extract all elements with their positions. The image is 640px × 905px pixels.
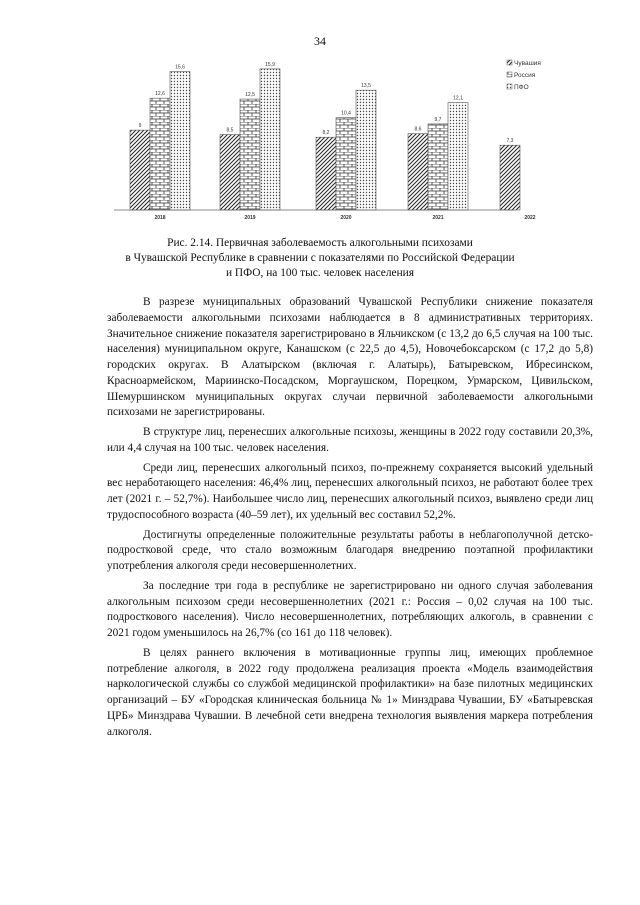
paragraph-5: За последние три года в республике не зарегистрировано ни одного случая заболевания алкогольным психозом среди несовершеннолетних (2021 г.: Россия – 0,02 случая на 100 тыс. подросткового населения). Число несовершеннолетних, потребляющих алкоголь, в сравнении с 2021 годом уменьшилось на 26,7% (со 161 до 118 человек). (107, 579, 593, 639)
bar-ПФО-2021 (448, 103, 468, 210)
value-label-ПФО-2018: 15,6 (175, 64, 185, 71)
x-tick-2020: 2020 (340, 215, 352, 221)
chart-legend (507, 60, 541, 91)
legend-label-Чувашия: Чувашия (514, 60, 541, 67)
value-label-Чувашия-2019: 8,5 (226, 127, 234, 134)
legend-swatch-Чувашия (507, 60, 512, 65)
value-label-Россия-2021: 9,7 (434, 116, 442, 123)
bar-ПФО-2018 (170, 72, 190, 210)
value-label-ПФО-2021: 12,1 (453, 95, 463, 102)
value-label-Чувашия-2022: 7,3 (506, 138, 514, 145)
paragraph-4: Достигнуты определенные положительные результаты работы в неблагополучной детско-подростковой среде, что стало возможным благодаря внедрению поэтапной профилактики употребления алкоголя среди несовершеннолетних. (107, 528, 593, 572)
incidence-bar-chart (110, 56, 550, 228)
bar-Россия-2018 (150, 98, 170, 210)
legend-label-Россия: Россия (514, 72, 536, 79)
page-number: 34 (314, 34, 326, 48)
bar-Россия-2020 (336, 118, 356, 210)
bar-Чувашия-2022 (500, 145, 520, 210)
caption-line-1: Рис. 2.14. Первичная заболеваемость алкогольными психозами (167, 237, 473, 249)
value-label-Чувашия-2018: 9 (138, 123, 142, 130)
value-label-ПФО-2019: 15,9 (265, 61, 275, 68)
bar-ПФО-2019 (260, 69, 280, 210)
paragraph-3: Среди лиц, перенесших алкогольный психоз, по-прежнему сохраняется высокий удельный вес неработающего населения: 46,4% лиц, перенесших алкогольный психоз, не работают более трех лет (2021 г. – 52,7%). Наибольшее число лиц, перенесших алкогольный психоз, выявлено среди лиц трудоспособного возраста (40–59 лет), их удельный вес составил 52,2%. (107, 461, 593, 521)
bars-layer (130, 69, 520, 210)
paragraph-1: В разрезе муниципальных образований Чувашской Республики снижение показателя заболеваемости алкогольными психозами наблюдается в 8 административных территориях. Значительное снижение показателя зарегистрировано в Яльчикском (с 13,2 до 6,5 случая на 100 тыс. населения) муниципальном округе, Канашском (с 22,5 до 4,5), Новочебоксарском (с 17,2 до 5,8) городских округах. В Алатырском (включая г. Алатырь), Батыревском, Ибресинском, Красноармейском, Мариинско-Посадском, Моргаушском, Порецком, Урмарском, Цивильском, Шемуршинском муниципальных округах случаи первичной заболеваемости алкогольными психозами не зарегистрированы. (107, 296, 593, 419)
bar-Чувашия-2018 (130, 130, 150, 210)
legend-swatch-ПФО (507, 84, 512, 89)
paragraph-6: В целях раннего включения в мотивационные группы лиц, имеющих проблемное потребление алкоголя, в 2022 году продолжена реализация проекта «Модель взаимодействия наркологической службы со службой медицинской профилактики» на базе пилотных медицинских организаций – БУ «Городская клиническая больница № 1» Минздрава Чувашии, БУ «Батыревская ЦРБ» Минздрава Чувашии. В лечебной сети внедрена технология выявления маркера потребления алкоголя. (107, 646, 593, 738)
bar-Россия-2021 (428, 124, 448, 210)
value-label-ПФО-2020: 13,5 (361, 83, 371, 90)
legend-swatch-Россия (507, 72, 512, 77)
bar-Чувашия-2020 (316, 137, 336, 210)
x-tick-2021: 2021 (432, 215, 444, 221)
caption-line-2: в Чувашской Республике в сравнении с показателями по Российской Федерации (125, 252, 515, 264)
x-tick-2018: 2018 (154, 215, 166, 221)
value-label-Чувашия-2020: 8,2 (322, 130, 330, 137)
figure-caption (100, 236, 540, 281)
paragraph-2: В структуре лиц, перенесших алкогольные психозы, женщины в 2022 году составили 20,3%, или 4,4 случая на 100 тыс. человек населения. (107, 426, 593, 454)
x-tick-2019: 2019 (244, 215, 256, 221)
legend-label-ПФО: ПФО (514, 84, 529, 91)
bar-Чувашия-2021 (408, 134, 428, 210)
bar-ПФО-2020 (356, 90, 376, 210)
bar-Россия-2019 (240, 99, 260, 210)
value-label-Россия-2018: 12,6 (155, 91, 165, 98)
body-text (107, 295, 593, 744)
value-label-Россия-2019: 12,5 (245, 92, 255, 99)
bar-Чувашия-2019 (220, 135, 240, 210)
value-label-Россия-2020: 10,4 (341, 110, 351, 117)
value-label-Чувашия-2021: 8,6 (414, 126, 422, 133)
x-tick-2022: 2022 (524, 215, 536, 221)
caption-line-3: и ПФО, на 100 тыс. человек населения (225, 267, 415, 279)
x-tick-labels (154, 215, 535, 221)
